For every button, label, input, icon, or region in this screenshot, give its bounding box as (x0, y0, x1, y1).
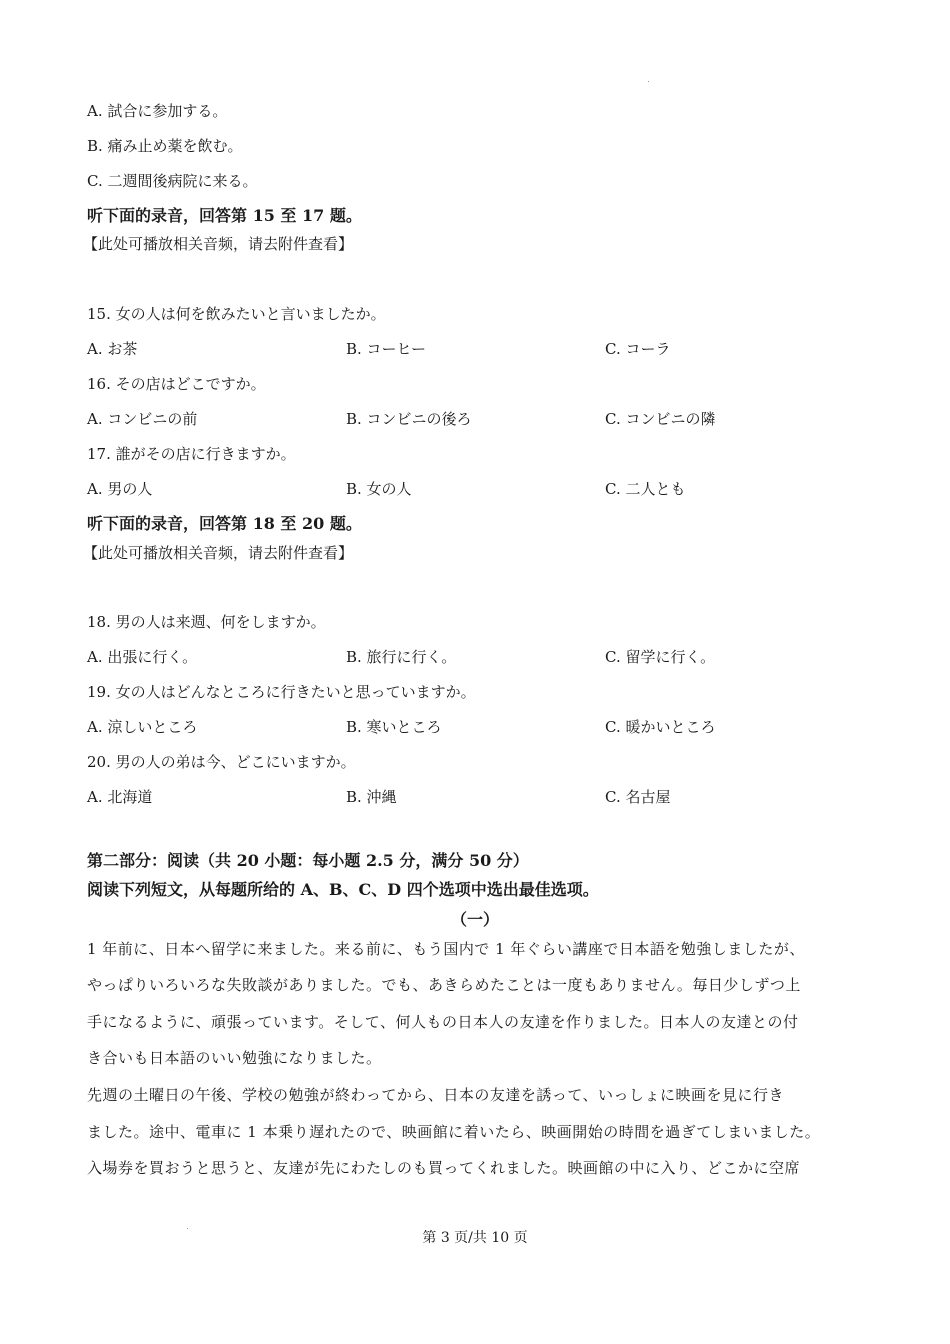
q15-option-c: C. コーラ (605, 340, 671, 358)
q20-option-b: B. 沖縄 (346, 788, 397, 806)
q16-stem: 16. その店はどこですか。 (87, 375, 266, 393)
section-heading-15-17: 听下面的录音，回答第 15 至 17 题。 (87, 206, 362, 225)
q20-option-c: C. 名古屋 (605, 788, 671, 806)
q17-option-c: C. 二人とも (605, 480, 686, 498)
audio-note-18-20[interactable]: 【此处可播放相关音频，请去附件查看】 (83, 544, 354, 562)
q20-stem: 20. 男の人の弟は今、どこにいますか。 (87, 753, 356, 771)
q19-option-c: C. 暖かいところ (605, 718, 716, 736)
q15-stem: 15. 女の人は何を飲みたいと言いましたか。 (87, 305, 386, 323)
passage-line: ました。途中、電車に 1 本乗り遅れたので、映画館に着いたら、映画開始の時間を過ぎてしまいました。 (87, 1123, 821, 1141)
page-footer: 第 3 页/共 10 页 (422, 1230, 528, 1246)
part2-title: 第二部分：阅读（共 20 小题：每小题 2.5 分，满分 50 分） (87, 851, 529, 870)
q20-option-a: A. 北海道 (87, 788, 153, 806)
q19-stem: 19. 女の人はどんなところに行きたいと思っていますか。 (87, 683, 476, 701)
q18-option-a: A. 出張に行く。 (87, 648, 198, 666)
q17-option-a: A. 男の人 (87, 480, 153, 498)
audio-note-15-17[interactable]: 【此处可播放相关音频，请去附件查看】 (83, 235, 354, 253)
scan-dot (648, 81, 649, 82)
q16-option-a: A. コンビニの前 (87, 410, 198, 428)
q15-option-a: A. お茶 (87, 340, 138, 358)
q18-option-c: C. 留学に行く。 (605, 648, 716, 666)
section-heading-18-20: 听下面的录音，回答第 18 至 20 题。 (87, 514, 362, 533)
q17-stem: 17. 誰がその店に行きますか。 (87, 445, 296, 463)
q15-option-b: B. コーヒー (346, 340, 426, 358)
q16-option-b: B. コンビニの後ろ (346, 410, 472, 428)
passage-line: 入場券を買おうと思うと、友達が先にわたしのも買ってくれました。映画館の中に入り、どこかに空席 (87, 1159, 801, 1177)
passage-line: き合いも日本語のいい勉強になりました。 (87, 1049, 382, 1067)
passage-line: やっぱりいろいろな失敗談がありました。でも、あきらめたことは一度もありません。毎日少しずつ上 (87, 976, 801, 994)
q18-option-b: B. 旅行に行く。 (346, 648, 457, 666)
passage-line: 手になるように、頑張っています。そして、何人もの日本人の友達を作りました。日本人の友達との付 (87, 1013, 799, 1031)
q14-option-a: A. 試合に参加する。 (87, 102, 228, 120)
q14-option-b: B. 痛み止め薬を飲む。 (87, 137, 243, 155)
q19-option-a: A. 涼しいところ (87, 718, 198, 736)
part2-instruction: 阅读下列短文，从每题所给的 A、B、C、D 四个选项中选出最佳选项。 (87, 880, 599, 899)
passage-number: （一） (450, 910, 499, 929)
q14-option-c: C. 二週間後病院に来る。 (87, 172, 258, 190)
q17-option-b: B. 女の人 (346, 480, 412, 498)
passage-line: 1 年前に、日本へ留学に来ました。来る前に、もう国内で 1 年ぐらい講座で日本語を勉強しましたが、 (87, 940, 805, 958)
q19-option-b: B. 寒いところ (346, 718, 442, 736)
passage-line: 先週の土曜日の午後、学校の勉強が終わってから、日本の友達を誘って、いっしょに映画を見に行き (87, 1086, 785, 1104)
q18-stem: 18. 男の人は来週、何をしますか。 (87, 613, 326, 631)
q16-option-c: C. コンビニの隣 (605, 410, 716, 428)
